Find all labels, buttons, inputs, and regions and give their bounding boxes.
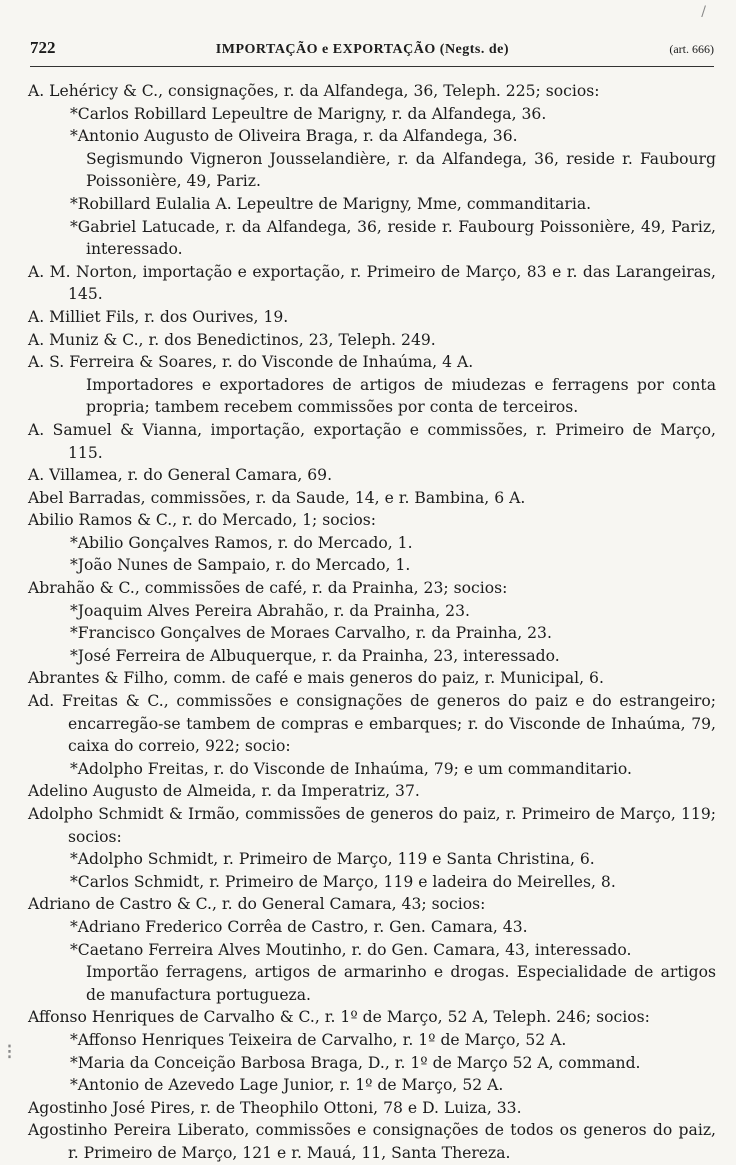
partner-line: *Gabriel Latucade, r. da Alfandega, 36, reside r. Faubourg Poissonière, 49, Pariz, interessado. xyxy=(70,217,716,259)
partner-line: *Abilio Gonçalves Ramos, r. do Mercado, 1. xyxy=(70,533,413,552)
entry-note: Importão ferragens, artigos de armarinho e drogas. Especialidade de artigos de manufactura portugueza. xyxy=(86,963,716,1004)
article-reference: (art. 666) xyxy=(669,42,714,56)
directory-entry: A. S. Ferreira & Soares, r. do Visconde de Inhaúma, 4 A. xyxy=(28,353,474,372)
directory-entry: A. Samuel & Vianna, importação, exportação e commissões, r. Primeiro de Março, 115. xyxy=(28,420,716,462)
directory-entry: A. M. Norton, importação e exportação, r. Primeiro de Março, 83 e r. das Larangeiras, 145. xyxy=(28,262,716,304)
partner-line: *Carlos Robillard Lepeultre de Marigny, r. da Alfandega, 36. xyxy=(70,104,547,123)
partner-line: *Caetano Ferreira Alves Moutinho, r. do Gen. Camara, 43, interessado. xyxy=(70,940,632,959)
directory-entry: A. Milliet Fils, r. dos Ourives, 19. xyxy=(28,307,289,326)
margin-mark: ⁝ xyxy=(6,1040,13,1065)
page-header xyxy=(30,38,714,67)
page-title: IMPORTAÇÃO e EXPORTAÇÃO (Negts. de) xyxy=(215,42,510,57)
entry-note: Segismundo Vigneron Jousselandière, r. da Alfandega, 36, reside r. Faubourg Poissonière, 49, Pariz. xyxy=(86,149,716,191)
directory-entry: Abrahão & C., commissões de café, r. da Prainha, 23; socios: xyxy=(28,579,508,598)
directory-entry: Adelino Augusto de Almeida, r. da Imperatriz, 37. xyxy=(28,782,420,801)
partner-line: *Robillard Eulalia A. Lepeultre de Marigny, Mme, commanditaria. xyxy=(70,194,592,213)
partner-line: *Adolpho Schmidt, r. Primeiro de Março, 119 e Santa Christina, 6. xyxy=(70,850,595,869)
entry-note: Importadores e exportadores de artigos de miudezas e ferragens por conta propria; tambem recebem commissões por conta de terceiros. xyxy=(86,375,716,417)
partner-line: *Adriano Frederico Corrêa de Castro, r. Gen. Camara, 43. xyxy=(70,917,528,936)
directory-entry: Abilio Ramos & C., r. do Mercado, 1; socios: xyxy=(28,511,376,530)
directory-entry: A. Muniz & C., r. dos Benedictinos, 23, Teleph. 249. xyxy=(28,330,436,349)
directory-entry: Adriano de Castro & C., r. do General Camara, 43; socios: xyxy=(28,895,486,914)
partner-line: *Carlos Schmidt, r. Primeiro de Março, 119 e ladeira do Meirelles, 8. xyxy=(70,872,616,891)
partner-line: *Antonio de Azevedo Lage Junior, r. 1º de Março, 52 A. xyxy=(70,1076,504,1095)
directory-entry: Ad. Freitas & C., commissões e consignações de generos do paiz e do estrangeiro; encarregão-se tambem de compras e embarques; r. do Visconde de Inhaúma, 79, caixa do correio, 922; socio: xyxy=(28,692,716,756)
partner-line: *Antonio Augusto de Oliveira Braga, r. da Alfandega, 36. xyxy=(70,127,518,146)
partner-line: *Adolpho Freitas, r. do Visconde de Inhaúma, 79; e um commanditario. xyxy=(70,759,632,778)
directory-entry: Agostinho Pereira Liberato, commissões e consignações de todos os generos do paiz, r. Primeiro de Março, 121 e r. Mauá, 11, Santa Thereza. xyxy=(28,1121,716,1162)
directory-entry: Agostinho José Pires, r. de Theophilo Ottoni, 78 e D. Luiza, 33. xyxy=(28,1098,522,1117)
partner-line: *João Nunes de Sampaio, r. do Mercado, 1. xyxy=(70,556,411,575)
directory-entry: Abrantes & Filho, comm. de café e mais generos do paiz, r. Municipal, 6. xyxy=(28,669,604,688)
directory-entry: Affonso Henriques de Carvalho & C., r. 1º de Março, 52 A, Teleph. 246; socios: xyxy=(28,1008,650,1027)
directory-entry: Adolpho Schmidt & Irmão, commissões de generos do paiz, r. Primeiro de Março, 119; socios: xyxy=(28,805,716,846)
partner-line: *José Ferreira de Albuquerque, r. da Prainha, 23, interessado. xyxy=(70,646,560,665)
partner-line: *Maria da Conceição Barbosa Braga, D., r. 1º de Março 52 A, command. xyxy=(70,1053,641,1072)
partner-line: *Francisco Gonçalves de Moraes Carvalho, r. da Prainha, 23. xyxy=(70,624,552,643)
directory-listing xyxy=(28,80,716,1165)
partner-line: *Affonso Henriques Teixeira de Carvalho, r. 1º de Março, 52 A. xyxy=(70,1030,567,1049)
page-number: 722 xyxy=(30,38,56,57)
directory-entry: A. Villamea, r. do General Camara, 69. xyxy=(28,466,333,485)
corner-mark: / xyxy=(701,4,706,20)
directory-entry: A. Lehéricy & C., consignações, r. da Alfandega, 36, Teleph. 225; socios: xyxy=(28,82,600,100)
directory-entry: Abel Barradas, commissões, r. da Saude, 14, e r. Bambina, 6 A. xyxy=(28,488,526,507)
partner-line: *Joaquim Alves Pereira Abrahão, r. da Prainha, 23. xyxy=(70,601,470,620)
